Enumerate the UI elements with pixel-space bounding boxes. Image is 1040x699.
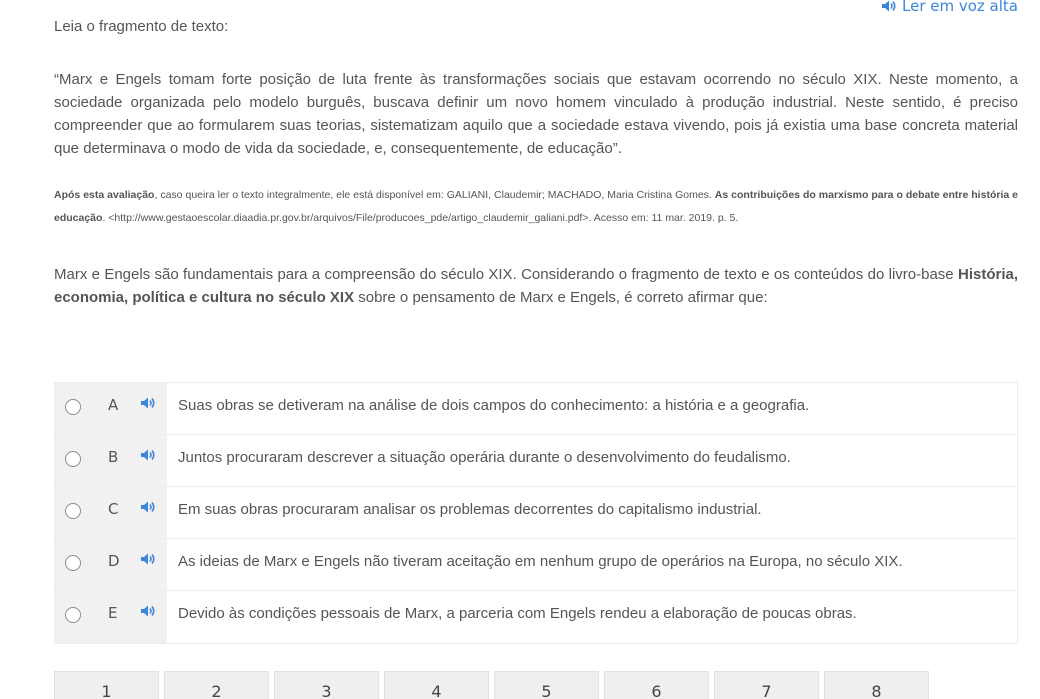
speaker-icon[interactable] — [140, 552, 156, 566]
speaker-icon[interactable] — [140, 500, 156, 514]
option-text: As ideias de Marx e Engels não tiveram aceitação em nenhum grupo de operários na Europa, no século XIX. — [178, 553, 903, 570]
page-button-3[interactable]: 3 — [274, 671, 379, 699]
speaker-icon[interactable] — [140, 448, 156, 462]
intro-text: Leia o fragmento de texto: — [54, 18, 229, 35]
option-letter: C — [108, 500, 119, 518]
question-book: História, economia, política e cultura no século XIX — [54, 266, 1018, 306]
citation-lead: Após esta avaliação — [54, 189, 155, 201]
page-button-6[interactable]: 6 — [604, 671, 709, 699]
option-text: Suas obras se detiveram na análise de dois campos do conhecimento: a história e a geografia. — [178, 397, 810, 414]
option-b[interactable] — [55, 435, 1017, 487]
option-text: Em suas obras procuraram analisar os problemas decorrentes do capitalismo industrial. — [178, 501, 762, 518]
speaker-icon[interactable] — [140, 396, 156, 410]
option-a[interactable] — [55, 383, 1017, 435]
option-e[interactable] — [55, 591, 1017, 643]
option-text: Juntos procuraram descrever a situação operária durante o desenvolvimento do feudalismo. — [178, 449, 791, 466]
page-button-1[interactable]: 1 — [54, 671, 159, 699]
radio-button[interactable] — [65, 555, 81, 571]
option-text: Devido às condições pessoais de Marx, a parceria com Engels rendeu a elaboração de poucas obras. — [178, 605, 857, 622]
answer-options — [54, 382, 1018, 644]
option-letter: B — [108, 448, 119, 466]
read-aloud-button[interactable] — [881, 0, 1018, 15]
speaker-icon[interactable] — [140, 604, 156, 618]
radio-button[interactable] — [65, 503, 81, 519]
citation — [54, 184, 1018, 230]
radio-button[interactable] — [65, 399, 81, 415]
radio-button[interactable] — [65, 607, 81, 623]
speaker-icon — [881, 0, 897, 13]
option-c[interactable] — [55, 487, 1017, 539]
option-letter: A — [108, 396, 119, 414]
option-d[interactable] — [55, 539, 1017, 591]
radio-button[interactable] — [65, 451, 81, 467]
question-lead: Marx e Engels são fundamentais para a compreensão do século XIX. Considerando o fragmento de texto e os conteúdos do livro-base — [54, 266, 958, 283]
option-letter: E — [108, 604, 118, 622]
quote-text: “Marx e Engels tomam forte posição de luta frente às transformações sociais que estavam ocorrendo no século XIX. Neste momento, a sociedade organizada pelo modelo burguês, buscava definir um novo homem vinculado à produção industrial. Neste sentido, é preciso compreender que ao formularem suas teorias, sistematizam aquilo que a sociedade estava vivendo, pois já existia uma base concreta material que determinava o modo de vida da sociedade, e, consequentemente, de educação”. — [54, 71, 1018, 157]
citation-middle: , caso queira ler o texto integralmente, ele está disponível em: GALIANI, Claudemir; MACHADO, Maria Cristina Gomes. — [154, 189, 715, 201]
option-letter: D — [108, 552, 120, 570]
page-button-8[interactable]: 8 — [824, 671, 929, 699]
citation-tail: . <http://www.gestaoescolar.diaadia.pr.gov.br/arquivos/File/producoes_pde/artigo_claudemir_galiani.pdf>. Acesso em: 11 mar. 2019. p. 5. — [102, 212, 739, 224]
question-tail: sobre o pensamento de Marx e Engels, é correto afirmar que: — [354, 289, 768, 306]
page-button-7[interactable]: 7 — [714, 671, 819, 699]
page-button-4[interactable]: 4 — [384, 671, 489, 699]
page-button-5[interactable]: 5 — [494, 671, 599, 699]
citation-title: As contribuições do marxismo para o debate entre história e educação — [54, 189, 1018, 224]
question-pager — [54, 671, 929, 699]
read-aloud-label: Ler em voz alta — [902, 0, 1018, 15]
page-button-2[interactable]: 2 — [164, 671, 269, 699]
question-text — [54, 263, 1018, 309]
